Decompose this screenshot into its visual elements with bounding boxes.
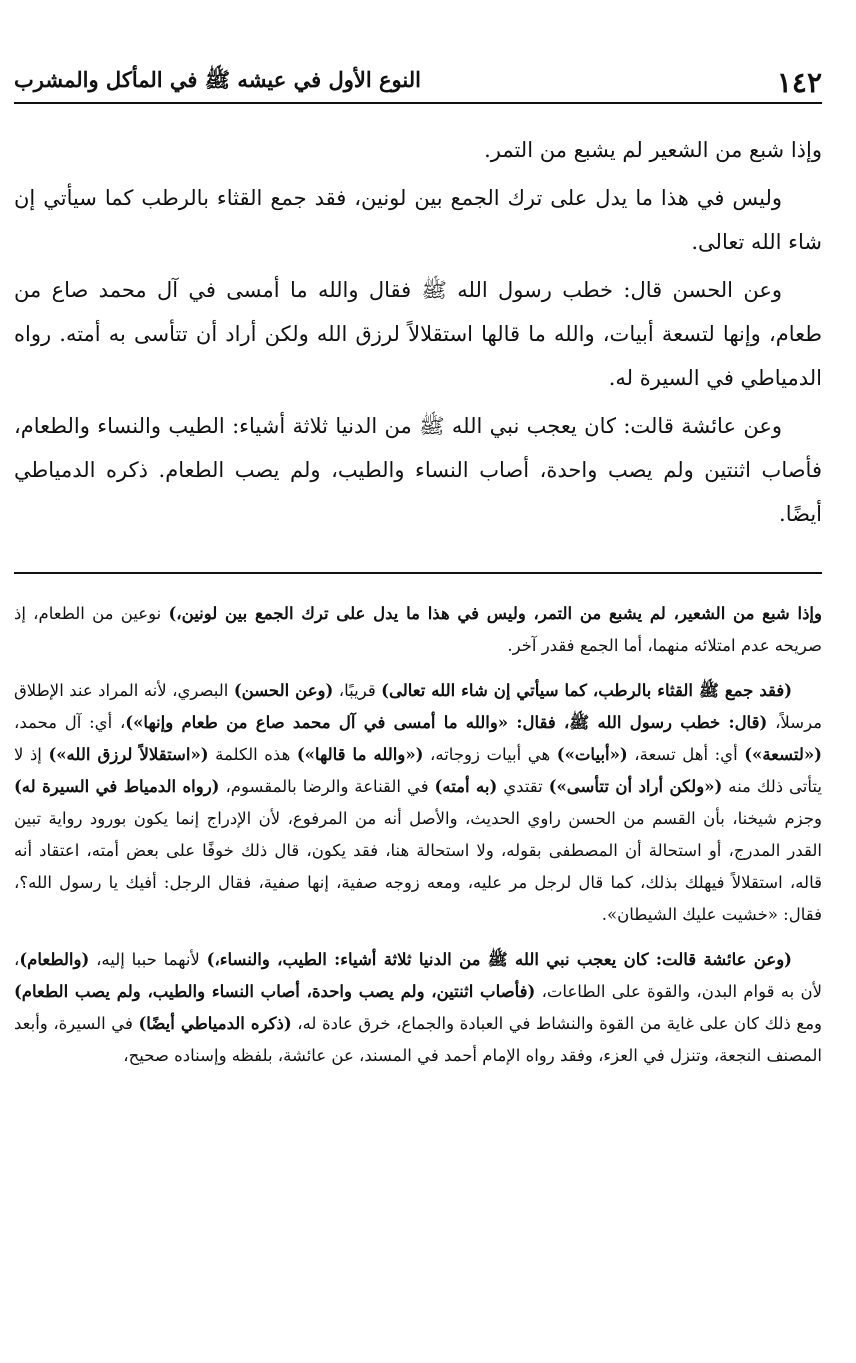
quoted-text: («أبيات») [556,745,628,764]
running-title: النوع الأول في عيشه ﷺ في المأكل والمشرب [14,66,421,92]
main-paragraph: وعن عائشة قالت: كان يعجب نبي الله ﷺ من الدنيا ثلاثة أشياء: الطيب والنساء والطعام، فأصاب اثنتين ولم يصب واحدة، أصاب النساء والطيب، ولم يصب الطعام. ذكره الدمياطي أيضًا. [14,414,822,526]
commentary [14,598,822,1085]
quoted-text: (وعن عائشة قالت: كان يعجب نبي الله ﷺ من الدنيا ثلاثة أشياء: الطيب، والنساء،) [206,950,792,969]
quoted-text: (والطعام) [19,950,90,969]
quoted-text: («استقلالاً لرزق الله») [48,745,209,764]
quoted-text: (فأصاب اثنتين، ولم يصب واحدة، أصاب النساء والطيب، ولم يصب الطعام) [14,982,536,1001]
explanation-text: هي أبيات زوجاته، [423,745,557,764]
main-paragraph: وعن الحسن قال: خطب رسول الله ﷺ فقال والله ما أمسى في آل محمد صاع من طعام، وإنها لتسعة أبيات، والله ما قالها استقلالاً لرزق الله ولكن أراد أن تتأسى به أمته. رواه الدمياطي في السيرة له. [14,278,822,390]
explanation-text: ، لأن به قوام البدن، والقوة على الطاعات، [14,950,822,1001]
explanation-text: وجزم شيخنا، بأن القسم من الحسن راوي الحديث، والأصل أنه من المرفوع، لأن الإدراج إنما يكون بورود رواية تبين القدر المدرج، أو استحالة أن المصطفى بقوله، ولا استحالة هنا، فقد يكون، قال ذلك خوفًا على بعض أمته، اعتقاد أنه قاله، استقلالاً فيهلك بذلك، كما قال لرجل مر عليه، ومعه زوجه صفية، إنها صفية، فقال الرجل: أفيك يا رسول الله؟، فقال: «خشيت عليك الشيطان». [14,809,822,924]
explanation-text: ، أي: آل محمد، [14,713,126,732]
explanation-text: أي: أهل تسعة، [627,745,745,764]
quoted-text: (ذكره الدمياطي أيضًا) [138,1014,292,1033]
explanation-text: البصري، لأنه المراد عند الإطلاق مرسلاً، [14,681,823,732]
quoted-text: (رواه الدمياط في السيرة له) [14,777,220,796]
main-paragraph: وليس في هذا ما يدل على ترك الجمع بين لونين، فقد جمع القثاء بالرطب كما سيأتي إن شاء الله تعالى. [14,186,822,254]
explanation-text: تقتدي [497,777,549,796]
commentary-paragraph [14,675,822,931]
quoted-text: (به أمته) [434,777,498,796]
explanation-text: في القناعة والرضا بالمقسوم، [219,777,435,796]
explanation-text: لأنهما حببا إليه، [89,950,207,969]
quoted-text: (قال: خطب رسول الله ﷺ، فقال: «والله ما أمسى في آل محمد صاع من طعام وإنها») [125,713,768,732]
section-divider [14,572,822,574]
quoted-text: («والله ما قالها») [296,745,424,764]
quoted-text: (فقد جمع ﷺ القثاء بالرطب، كما سيأتي إن شاء الله تعالى) [381,681,793,700]
commentary-paragraph [14,944,822,1072]
explanation-text: هذه الكلمة [208,745,297,764]
main-text [14,128,822,540]
commentary-paragraph [14,598,822,662]
explanation-text: إذ لا يتأتى ذلك منه [14,745,822,796]
quoted-text: («ولكن أراد أن تتأسى») [548,777,723,796]
quoted-text: (وعن الحسن) [233,681,334,700]
explanation-text: ومع ذلك كان على غاية من القوة والنشاط في العبادة والجماع، خرق عادة له، [291,1014,822,1033]
explanation-text: قريبًا، [333,681,382,700]
explanation-text: نوعين من الطعام، إذ صريحه عدم امتلائه منهما، أما الجمع فقدر آخر. [14,604,822,655]
quoted-text: وإذا شبع من الشعير، لم يشبع من التمر، وليس في هذا ما يدل على ترك الجمع بين لونين،) [168,604,822,623]
explanation-text: في السيرة، وأبعد المصنف النجعة، وتنزل في العزء، وفقد رواه الإمام أحمد في المسند، عن عائشة، بلفظه وإسناده صحيح، [14,1014,822,1065]
quoted-text: («لتسعة») [744,745,822,764]
page-number: ١٤٢ [776,65,822,99]
page-header [14,62,822,104]
main-paragraph: وإذا شبع من الشعير لم يشبع من التمر. [484,138,822,162]
